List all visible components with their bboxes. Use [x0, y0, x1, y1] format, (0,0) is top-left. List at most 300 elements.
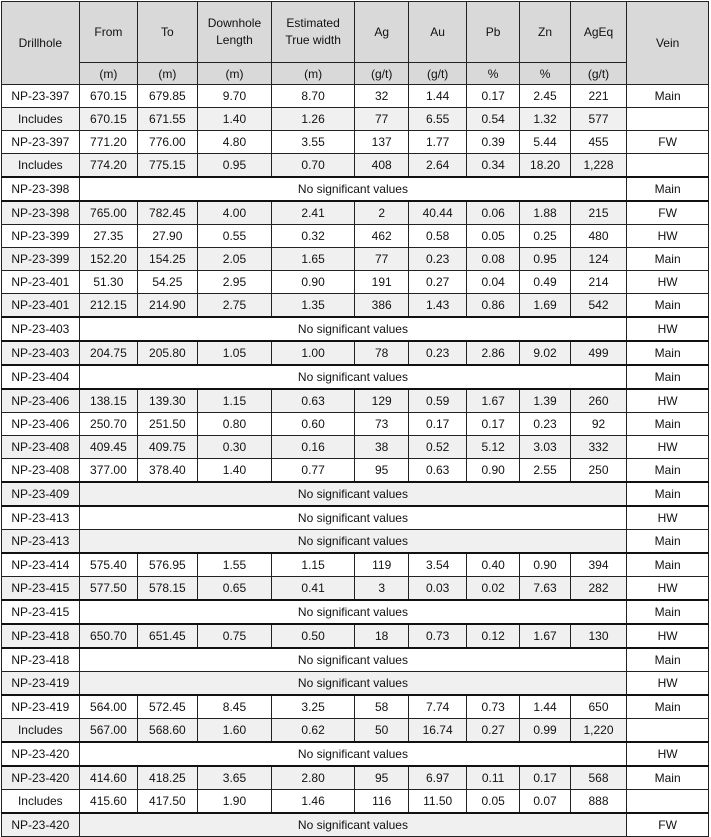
zn-cell: 1.44: [520, 695, 570, 719]
vein-cell: HW: [627, 672, 709, 696]
pb-cell: 0.17: [466, 85, 519, 108]
true-width-cell: 0.70: [272, 154, 355, 178]
true-width-cell: 0.77: [272, 459, 355, 483]
ag-cell: 119: [354, 553, 408, 577]
ag-cell: 77: [354, 248, 408, 271]
zn-cell: 0.23: [520, 413, 570, 436]
table-row: [2, 624, 709, 648]
pb-cell: 0.08: [466, 248, 519, 271]
header-ag: Ag: [354, 2, 408, 63]
drillhole-cell: NP-23-401: [2, 271, 80, 294]
true-width-cell: 0.90: [272, 271, 355, 294]
drillhole-cell: Includes: [2, 790, 80, 814]
pb-cell: 5.12: [466, 436, 519, 459]
no-significant-values-cell: No significant values: [79, 648, 627, 672]
drillhole-cell: NP-23-418: [2, 624, 80, 648]
zn-cell: 0.90: [520, 553, 570, 577]
drillhole-cell: Includes: [2, 719, 80, 743]
vein-cell: FW: [627, 813, 709, 837]
drillhole-cell: NP-23-398: [2, 201, 80, 225]
downhole-length-cell: 1.40: [197, 459, 272, 483]
au-cell: 1.44: [409, 85, 466, 108]
downhole-length-cell: 4.80: [197, 131, 272, 154]
drillhole-cell: Includes: [2, 154, 80, 178]
au-cell: 6.55: [409, 108, 466, 131]
downhole-length-cell: 4.00: [197, 201, 272, 225]
zn-cell: 1.88: [520, 201, 570, 225]
true-width-cell: 0.32: [272, 225, 355, 248]
au-cell: 0.23: [409, 341, 466, 365]
drillhole-cell: NP-23-404: [2, 365, 80, 389]
zn-cell: 1.67: [520, 624, 570, 648]
ag-cell: 137: [354, 131, 408, 154]
ag-cell: 3: [354, 577, 408, 601]
vein-cell: Main: [627, 459, 709, 483]
vein-cell: HW: [627, 506, 709, 530]
pb-cell: 0.11: [466, 766, 519, 790]
from-cell: 415.60: [79, 790, 137, 814]
vein-cell: [627, 719, 709, 743]
downhole-length-cell: 1.90: [197, 790, 272, 814]
pb-cell: 0.06: [466, 201, 519, 225]
table-row: [2, 719, 709, 743]
zn-cell: 0.95: [520, 248, 570, 271]
ag-cell: 408: [354, 154, 408, 178]
from-cell: 414.60: [79, 766, 137, 790]
pb-cell: 0.05: [466, 790, 519, 814]
pb-cell: 0.27: [466, 719, 519, 743]
ag-cell: 2: [354, 201, 408, 225]
pb-cell: 0.40: [466, 553, 519, 577]
downhole-length-cell: 1.15: [197, 389, 272, 413]
from-cell: 564.00: [79, 695, 137, 719]
units-row: [2, 63, 709, 85]
vein-cell: Main: [627, 177, 709, 201]
from-cell: 409.45: [79, 436, 137, 459]
drillhole-cell: NP-23-406: [2, 389, 80, 413]
au-cell: 11.50: [409, 790, 466, 814]
from-cell: 204.75: [79, 341, 137, 365]
au-cell: 0.58: [409, 225, 466, 248]
zn-cell: 1.69: [520, 294, 570, 318]
from-cell: 138.15: [79, 389, 137, 413]
ag-cell: 95: [354, 766, 408, 790]
ageq-cell: 888: [570, 790, 626, 814]
vein-cell: [627, 790, 709, 814]
ag-cell: 58: [354, 695, 408, 719]
to-cell: 409.75: [138, 436, 198, 459]
au-cell: 40.44: [409, 201, 466, 225]
table-row: [2, 154, 709, 178]
pb-cell: 0.39: [466, 131, 519, 154]
drillhole-cell: NP-23-419: [2, 695, 80, 719]
from-cell: 774.20: [79, 154, 137, 178]
no-significant-values-cell: No significant values: [79, 177, 627, 201]
drillhole-cell: NP-23-418: [2, 648, 80, 672]
zn-cell: 0.07: [520, 790, 570, 814]
to-cell: 572.45: [138, 695, 198, 719]
pb-cell: 0.05: [466, 225, 519, 248]
ag-cell: 191: [354, 271, 408, 294]
downhole-length-cell: 0.75: [197, 624, 272, 648]
to-cell: 776.00: [138, 131, 198, 154]
pb-cell: 0.34: [466, 154, 519, 178]
header-row: [2, 2, 709, 63]
true-width-cell: 3.55: [272, 131, 355, 154]
table-row: [2, 648, 709, 672]
vein-cell: Main: [627, 294, 709, 318]
table-row: [2, 742, 709, 766]
au-cell: 0.59: [409, 389, 466, 413]
to-cell: 417.50: [138, 790, 198, 814]
ag-cell: 116: [354, 790, 408, 814]
table-row: [2, 436, 709, 459]
ageq-cell: 282: [570, 577, 626, 601]
unit-ag: (g/t): [354, 63, 408, 85]
table-row: [2, 813, 709, 837]
from-cell: 377.00: [79, 459, 137, 483]
drillhole-cell: Includes: [2, 108, 80, 131]
ageq-cell: 650: [570, 695, 626, 719]
pb-cell: 2.86: [466, 341, 519, 365]
to-cell: 154.25: [138, 248, 198, 271]
true-width-cell: 0.41: [272, 577, 355, 601]
downhole-length-cell: 2.05: [197, 248, 272, 271]
table-row: [2, 294, 709, 318]
drillhole-cell: NP-23-420: [2, 813, 80, 837]
table-row: [2, 341, 709, 365]
true-width-cell: 2.80: [272, 766, 355, 790]
ag-cell: 95: [354, 459, 408, 483]
true-width-cell: 1.26: [272, 108, 355, 131]
ageq-cell: 499: [570, 341, 626, 365]
ag-cell: 73: [354, 413, 408, 436]
drillhole-cell: NP-23-420: [2, 742, 80, 766]
vein-cell: Main: [627, 85, 709, 108]
unit-downhole-length: (m): [197, 63, 272, 85]
zn-cell: 0.99: [520, 719, 570, 743]
vein-cell: HW: [627, 436, 709, 459]
ageq-cell: 260: [570, 389, 626, 413]
downhole-length-cell: 3.65: [197, 766, 272, 790]
au-cell: 0.73: [409, 624, 466, 648]
table-row: [2, 225, 709, 248]
table-row: [2, 131, 709, 154]
table-row: [2, 790, 709, 814]
table-row: [2, 482, 709, 506]
vein-cell: Main: [627, 600, 709, 624]
zn-cell: 2.55: [520, 459, 570, 483]
zn-cell: 0.25: [520, 225, 570, 248]
vein-cell: Main: [627, 248, 709, 271]
table-row: [2, 600, 709, 624]
to-cell: 775.15: [138, 154, 198, 178]
ageq-cell: 215: [570, 201, 626, 225]
table-row: [2, 413, 709, 436]
downhole-length-cell: 1.40: [197, 108, 272, 131]
au-cell: 0.63: [409, 459, 466, 483]
table-row: [2, 271, 709, 294]
ageq-cell: 124: [570, 248, 626, 271]
header-au: Au: [409, 2, 466, 63]
drillhole-cell: NP-23-414: [2, 553, 80, 577]
vein-cell: [627, 154, 709, 178]
ag-cell: 50: [354, 719, 408, 743]
true-width-cell: 0.50: [272, 624, 355, 648]
downhole-length-cell: 0.65: [197, 577, 272, 601]
unit-zn: %: [520, 63, 570, 85]
table-row: [2, 506, 709, 530]
table-row: [2, 317, 709, 341]
au-cell: 0.17: [409, 413, 466, 436]
vein-cell: HW: [627, 624, 709, 648]
drillhole-cell: NP-23-413: [2, 530, 80, 554]
true-width-cell: 1.35: [272, 294, 355, 318]
zn-cell: 0.17: [520, 766, 570, 790]
au-cell: 0.23: [409, 248, 466, 271]
ageq-cell: 332: [570, 436, 626, 459]
downhole-length-cell: 1.05: [197, 341, 272, 365]
true-width-cell: 8.70: [272, 85, 355, 108]
pb-cell: 0.04: [466, 271, 519, 294]
drillhole-cell: NP-23-419: [2, 672, 80, 696]
header-vein: Vein: [627, 2, 709, 85]
from-cell: 575.40: [79, 553, 137, 577]
true-width-cell: 0.60: [272, 413, 355, 436]
vein-cell: Main: [627, 365, 709, 389]
true-width-cell: 1.46: [272, 790, 355, 814]
table-row: [2, 766, 709, 790]
from-cell: 771.20: [79, 131, 137, 154]
true-width-cell: 3.25: [272, 695, 355, 719]
to-cell: 139.30: [138, 389, 198, 413]
true-width-cell: 0.62: [272, 719, 355, 743]
downhole-length-cell: 2.75: [197, 294, 272, 318]
downhole-length-cell: 0.30: [197, 436, 272, 459]
vein-cell: HW: [627, 317, 709, 341]
ageq-cell: 577: [570, 108, 626, 131]
ageq-cell: 568: [570, 766, 626, 790]
pb-cell: 0.86: [466, 294, 519, 318]
from-cell: 765.00: [79, 201, 137, 225]
table-row: [2, 177, 709, 201]
downhole-length-cell: 0.95: [197, 154, 272, 178]
drillhole-cell: NP-23-420: [2, 766, 80, 790]
ageq-cell: 1,220: [570, 719, 626, 743]
zn-cell: 5.44: [520, 131, 570, 154]
table-row: [2, 459, 709, 483]
ageq-cell: 1,228: [570, 154, 626, 178]
header-from: From: [79, 2, 137, 63]
to-cell: 568.60: [138, 719, 198, 743]
drillhole-cell: NP-23-413: [2, 506, 80, 530]
header-drillhole: Drillhole: [2, 2, 80, 85]
downhole-length-cell: 2.95: [197, 271, 272, 294]
pb-cell: 0.73: [466, 695, 519, 719]
ag-cell: 462: [354, 225, 408, 248]
pb-cell: 0.54: [466, 108, 519, 131]
au-cell: 1.43: [409, 294, 466, 318]
from-cell: 51.30: [79, 271, 137, 294]
pb-cell: 0.02: [466, 577, 519, 601]
ageq-cell: 250: [570, 459, 626, 483]
pb-cell: 0.90: [466, 459, 519, 483]
au-cell: 0.03: [409, 577, 466, 601]
from-cell: 250.70: [79, 413, 137, 436]
drillhole-cell: NP-23-403: [2, 317, 80, 341]
no-significant-values-cell: No significant values: [79, 742, 627, 766]
vein-cell: Main: [627, 341, 709, 365]
vein-cell: Main: [627, 482, 709, 506]
to-cell: 782.45: [138, 201, 198, 225]
table-row: [2, 672, 709, 696]
no-significant-values-cell: No significant values: [79, 365, 627, 389]
au-cell: 0.52: [409, 436, 466, 459]
unit-to: (m): [138, 63, 198, 85]
zn-cell: 1.32: [520, 108, 570, 131]
downhole-length-cell: 0.55: [197, 225, 272, 248]
drillhole-cell: NP-23-398: [2, 177, 80, 201]
table-row: [2, 85, 709, 108]
pb-cell: 0.12: [466, 624, 519, 648]
to-cell: 205.80: [138, 341, 198, 365]
zn-cell: 9.02: [520, 341, 570, 365]
table-row: [2, 577, 709, 601]
zn-cell: 1.39: [520, 389, 570, 413]
au-cell: 6.97: [409, 766, 466, 790]
from-cell: 567.00: [79, 719, 137, 743]
header-downhole-length: Downhole Length: [197, 2, 272, 63]
from-cell: 212.15: [79, 294, 137, 318]
header-ageq: AgEq: [570, 2, 626, 63]
from-cell: 670.15: [79, 108, 137, 131]
vein-cell: HW: [627, 389, 709, 413]
ag-cell: 78: [354, 341, 408, 365]
ageq-cell: 130: [570, 624, 626, 648]
unit-au: (g/t): [409, 63, 466, 85]
zn-cell: 0.49: [520, 271, 570, 294]
from-cell: 670.15: [79, 85, 137, 108]
drillhole-cell: NP-23-415: [2, 577, 80, 601]
table-row: [2, 530, 709, 554]
table-row: [2, 248, 709, 271]
to-cell: 251.50: [138, 413, 198, 436]
vein-cell: HW: [627, 742, 709, 766]
downhole-length-cell: 9.70: [197, 85, 272, 108]
no-significant-values-cell: No significant values: [79, 600, 627, 624]
vein-cell: HW: [627, 577, 709, 601]
vein-cell: Main: [627, 648, 709, 672]
vein-cell: HW: [627, 271, 709, 294]
downhole-length-cell: 8.45: [197, 695, 272, 719]
no-significant-values-cell: No significant values: [79, 482, 627, 506]
vein-cell: Main: [627, 413, 709, 436]
true-width-cell: 0.16: [272, 436, 355, 459]
to-cell: 214.90: [138, 294, 198, 318]
au-cell: 16.74: [409, 719, 466, 743]
au-cell: 7.74: [409, 695, 466, 719]
zn-cell: 18.20: [520, 154, 570, 178]
true-width-cell: 2.41: [272, 201, 355, 225]
table-row: [2, 695, 709, 719]
vein-cell: Main: [627, 766, 709, 790]
drillhole-cell: NP-23-415: [2, 600, 80, 624]
ageq-cell: 394: [570, 553, 626, 577]
table-row: [2, 365, 709, 389]
vein-cell: [627, 108, 709, 131]
table-body: [2, 85, 709, 837]
zn-cell: 2.45: [520, 85, 570, 108]
true-width-cell: 1.15: [272, 553, 355, 577]
pb-cell: 0.17: [466, 413, 519, 436]
drillhole-cell: NP-23-408: [2, 459, 80, 483]
no-significant-values-cell: No significant values: [79, 506, 627, 530]
drillhole-cell: NP-23-406: [2, 413, 80, 436]
to-cell: 418.25: [138, 766, 198, 790]
table-row: [2, 553, 709, 577]
ageq-cell: 542: [570, 294, 626, 318]
vein-cell: HW: [627, 225, 709, 248]
ageq-cell: 214: [570, 271, 626, 294]
ageq-cell: 455: [570, 131, 626, 154]
au-cell: 2.64: [409, 154, 466, 178]
to-cell: 27.90: [138, 225, 198, 248]
au-cell: 0.27: [409, 271, 466, 294]
header-to: To: [138, 2, 198, 63]
unit-pb: %: [466, 63, 519, 85]
drillhole-cell: NP-23-409: [2, 482, 80, 506]
drillhole-cell: NP-23-397: [2, 131, 80, 154]
ag-cell: 129: [354, 389, 408, 413]
zn-cell: 7.63: [520, 577, 570, 601]
true-width-cell: 1.00: [272, 341, 355, 365]
ageq-cell: 480: [570, 225, 626, 248]
header-pb: Pb: [466, 2, 519, 63]
drillhole-cell: NP-23-403: [2, 341, 80, 365]
ag-cell: 38: [354, 436, 408, 459]
no-significant-values-cell: No significant values: [79, 813, 627, 837]
from-cell: 152.20: [79, 248, 137, 271]
to-cell: 679.85: [138, 85, 198, 108]
ageq-cell: 221: [570, 85, 626, 108]
vein-cell: Main: [627, 553, 709, 577]
to-cell: 378.40: [138, 459, 198, 483]
downhole-length-cell: 1.60: [197, 719, 272, 743]
no-significant-values-cell: No significant values: [79, 672, 627, 696]
ageq-cell: 92: [570, 413, 626, 436]
true-width-cell: 1.65: [272, 248, 355, 271]
no-significant-values-cell: No significant values: [79, 317, 627, 341]
downhole-length-cell: 0.80: [197, 413, 272, 436]
drillhole-cell: NP-23-399: [2, 248, 80, 271]
from-cell: 650.70: [79, 624, 137, 648]
ag-cell: 32: [354, 85, 408, 108]
vein-cell: Main: [627, 695, 709, 719]
au-cell: 1.77: [409, 131, 466, 154]
to-cell: 576.95: [138, 553, 198, 577]
ag-cell: 386: [354, 294, 408, 318]
to-cell: 54.25: [138, 271, 198, 294]
drillhole-cell: NP-23-401: [2, 294, 80, 318]
vein-cell: Main: [627, 530, 709, 554]
drillhole-cell: NP-23-399: [2, 225, 80, 248]
drill-results-table: [1, 1, 709, 837]
no-significant-values-cell: No significant values: [79, 530, 627, 554]
zn-cell: 3.03: [520, 436, 570, 459]
unit-true-width: (m): [272, 63, 355, 85]
from-cell: 577.50: [79, 577, 137, 601]
pb-cell: 1.67: [466, 389, 519, 413]
